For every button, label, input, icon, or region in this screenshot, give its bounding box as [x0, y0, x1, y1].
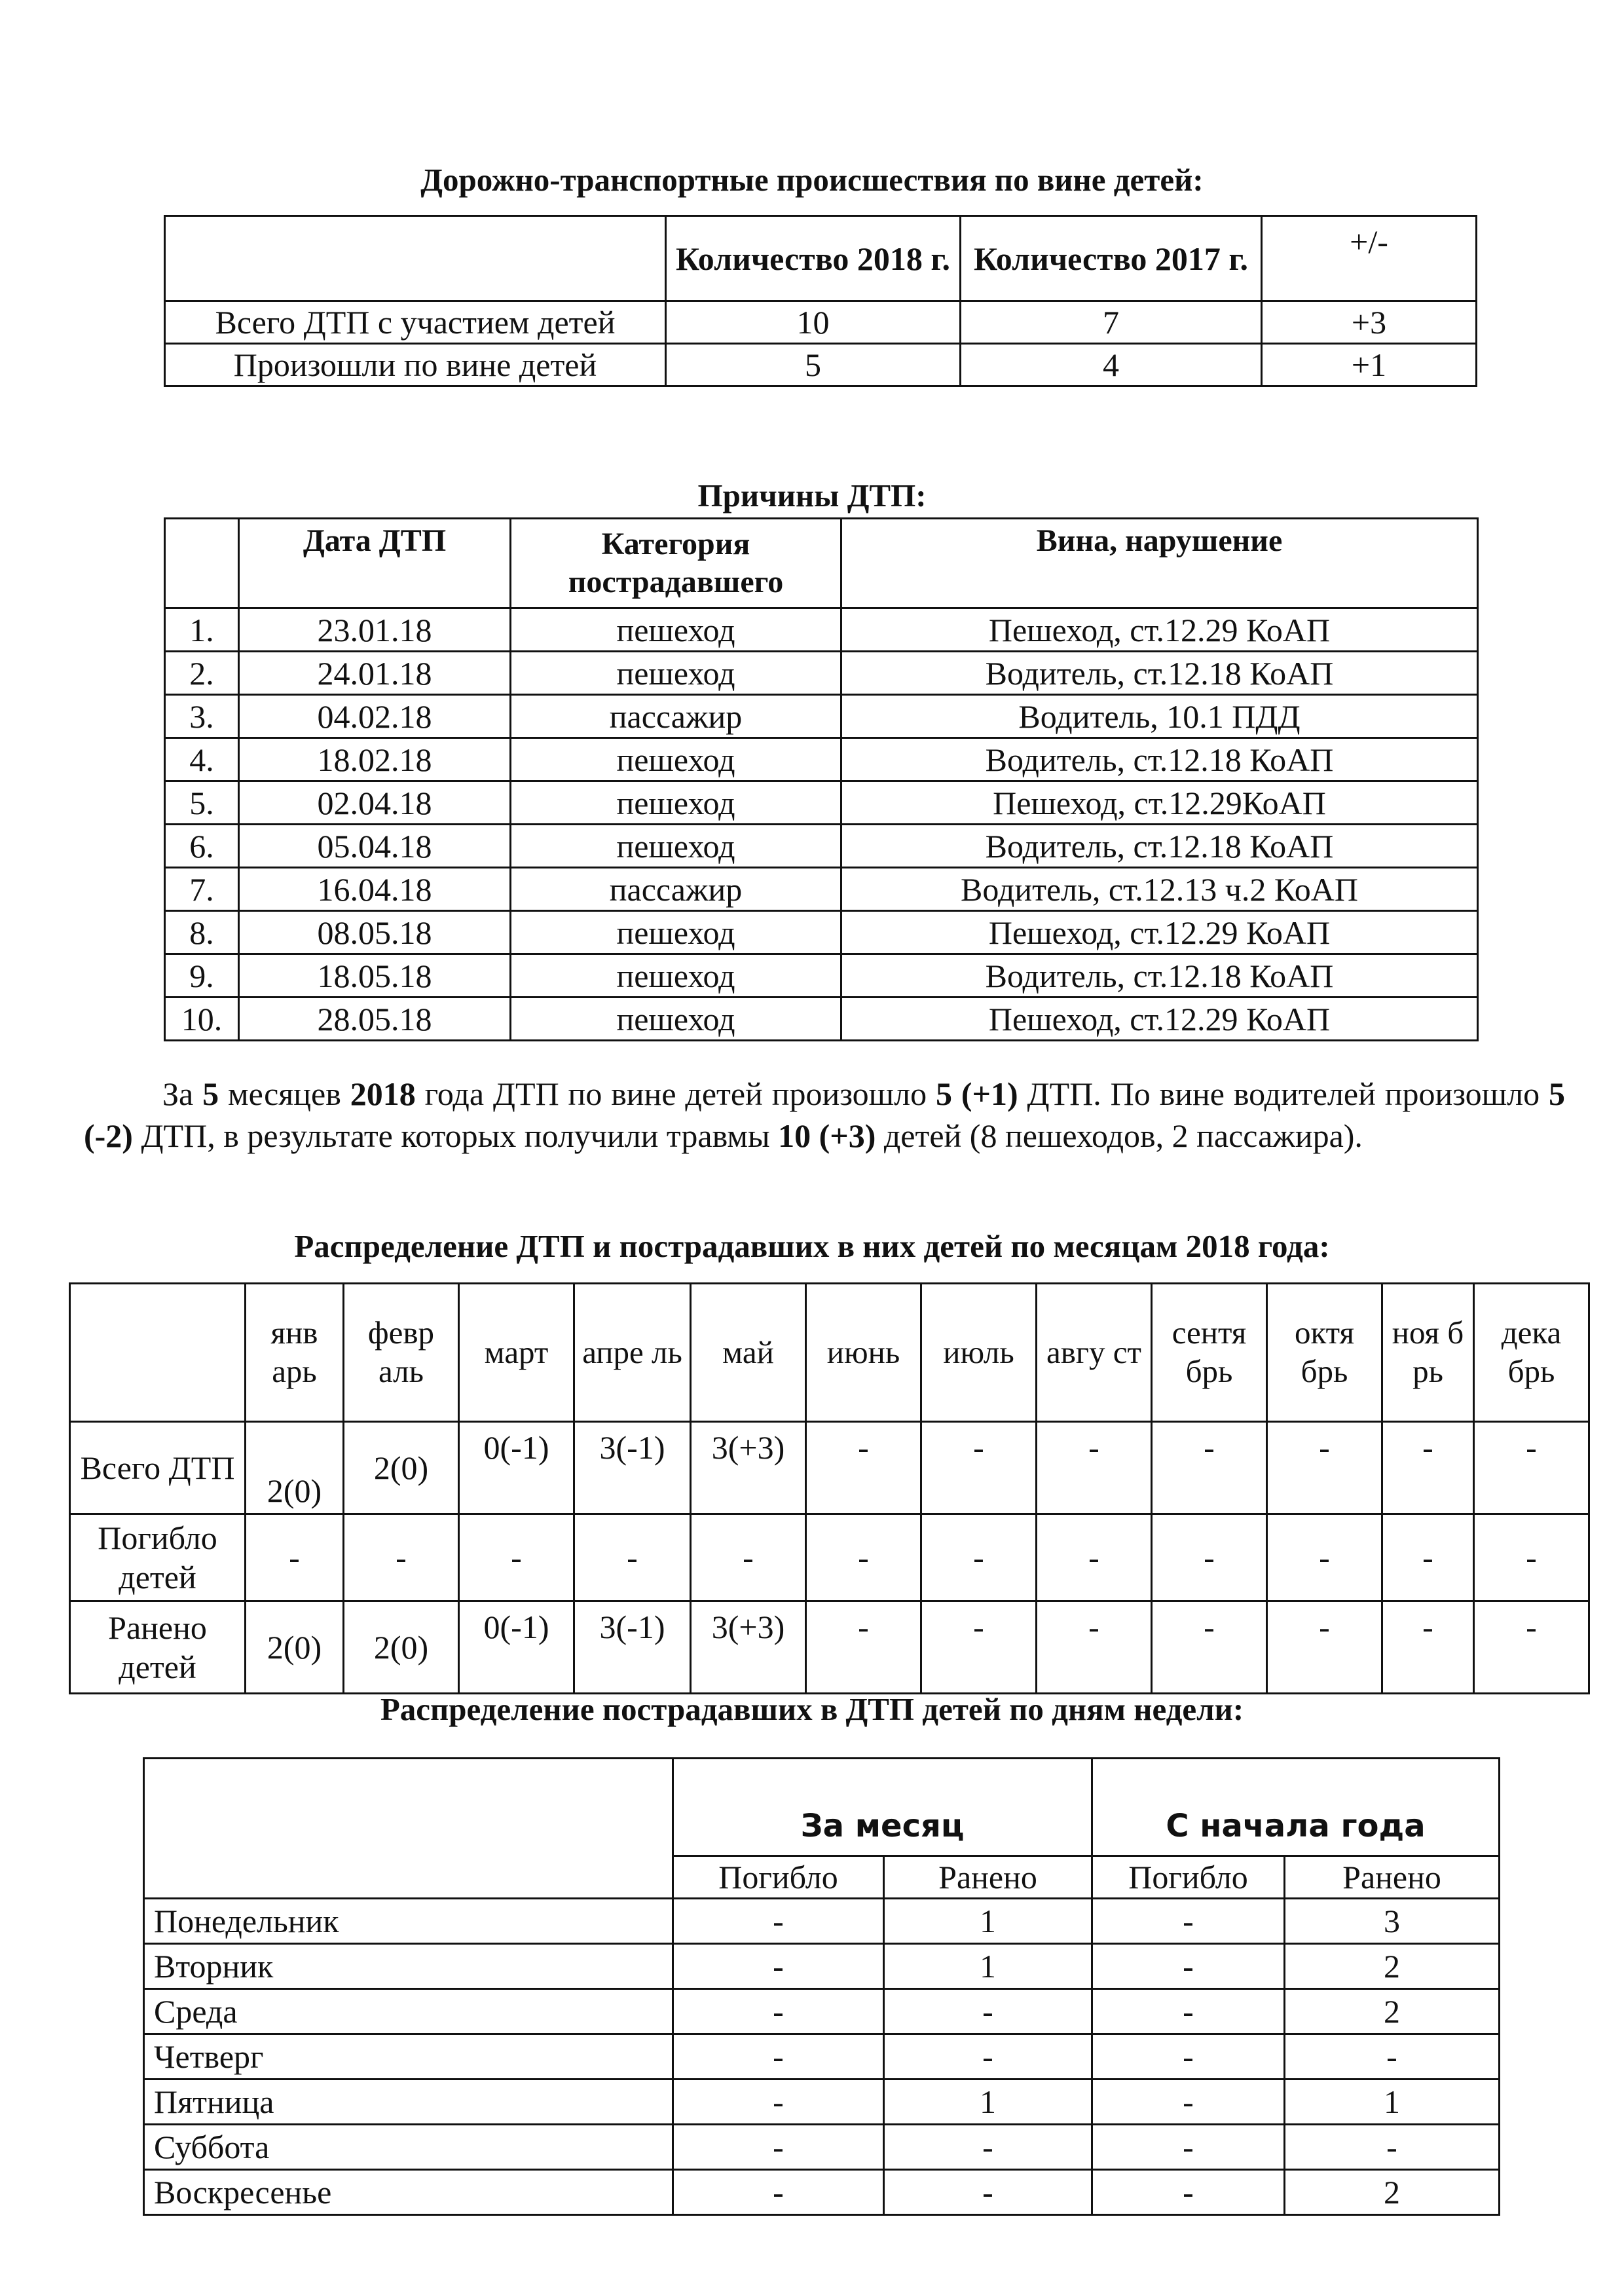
month-value: 3(+3)	[691, 1422, 806, 1514]
header-count-2017: Количество 2017 г.	[961, 216, 1262, 301]
month-value: 2(0)	[246, 1422, 344, 1514]
row-category: пешеход	[511, 781, 841, 825]
row-violation: Пешеход, ст.12.29 КоАП	[841, 608, 1478, 652]
header-date: Дата ДТП	[239, 519, 511, 608]
month-value: -	[1267, 1422, 1382, 1514]
month-value: -	[1382, 1514, 1474, 1601]
table-row	[144, 2034, 1500, 2080]
month-value: 2(0)	[344, 1601, 459, 1694]
bold-run: 5 (+1)	[936, 1075, 1018, 1112]
month-header: дека брь	[1474, 1284, 1589, 1422]
month-header: сентя брь	[1152, 1284, 1267, 1422]
row-date: 23.01.18	[239, 608, 511, 652]
section4-title: Распределение пострадавших в ДТП детей по дням недели:	[380, 1691, 1244, 1727]
row-number: 4.	[165, 738, 239, 781]
table-row	[165, 998, 1478, 1041]
cell-value: -	[673, 2034, 884, 2080]
cell-2018: 10	[666, 301, 961, 344]
row-label: Всего ДТП с участием детей	[165, 301, 666, 344]
bold-run: 10 (+3)	[778, 1117, 876, 1154]
cell-value: -	[1092, 2034, 1285, 2080]
row-date: 05.04.18	[239, 825, 511, 868]
row-number: 9.	[165, 954, 239, 998]
month-value: -	[1474, 1514, 1589, 1601]
month-header: авгу ст	[1037, 1284, 1152, 1422]
month-value: -	[1037, 1514, 1152, 1601]
cell-value: -	[673, 2080, 884, 2125]
table-row	[165, 301, 1477, 344]
table-header-row	[70, 1284, 1589, 1422]
subheader-killed: Погибло	[1092, 1856, 1285, 1899]
row-category: пешеход	[511, 998, 841, 1041]
month-value: -	[1382, 1601, 1474, 1694]
row-category: пешеход	[511, 954, 841, 998]
table-row	[165, 344, 1477, 386]
row-label: Ранено детей	[70, 1601, 246, 1694]
cell-value: -	[673, 2170, 884, 2215]
row-number: 5.	[165, 781, 239, 825]
month-header: март	[459, 1284, 574, 1422]
table-row	[144, 1944, 1500, 1989]
month-value: -	[1267, 1514, 1382, 1601]
children-fault-table	[164, 215, 1477, 387]
table-row	[165, 954, 1478, 998]
cell-value: 1	[1285, 2080, 1500, 2125]
day-label: Пятница	[144, 2080, 673, 2125]
text-run: ДТП. По вине водителей произошло	[1018, 1075, 1549, 1112]
row-category: пешеход	[511, 608, 841, 652]
monthly-distribution-table	[69, 1282, 1590, 1694]
table-row	[165, 738, 1478, 781]
cell-value: -	[673, 2125, 884, 2170]
table-row	[70, 1422, 1589, 1514]
table-row	[165, 695, 1478, 738]
row-violation: Водитель, ст.12.18 КоАП	[841, 738, 1478, 781]
month-header: апре ль	[574, 1284, 691, 1422]
cell-value: -	[673, 1989, 884, 2034]
month-value: -	[1037, 1601, 1152, 1694]
day-label: Вторник	[144, 1944, 673, 1989]
text-run: детей (8 пешеходов, 2 пассажира).	[876, 1117, 1363, 1154]
cell-value: 2	[1285, 1944, 1500, 1989]
row-label: Погибло детей	[70, 1514, 246, 1601]
row-violation: Пешеход, ст.12.29КоАП	[841, 781, 1478, 825]
header-category: Категория пострадавшего	[511, 519, 841, 608]
month-header: июнь	[806, 1284, 921, 1422]
table-row	[144, 2125, 1500, 2170]
day-label: Воскресенье	[144, 2170, 673, 2215]
text-run: ДТП, в результате которых получили травмы	[132, 1117, 779, 1154]
cell-value: -	[1092, 1989, 1285, 2034]
header-empty	[144, 1759, 673, 1899]
table-row	[144, 2080, 1500, 2125]
section3-title: Распределение ДТП и пострадавших в них детей по месяцам 2018 года:	[294, 1228, 1330, 1264]
month-value: -	[921, 1422, 1037, 1514]
table-header-row	[144, 1759, 1500, 1856]
cell-value: -	[884, 2170, 1092, 2215]
row-date: 28.05.18	[239, 998, 511, 1041]
cell-value: 1	[884, 1899, 1092, 1944]
row-category: пассажир	[511, 695, 841, 738]
row-category: пассажир	[511, 868, 841, 911]
row-date: 04.02.18	[239, 695, 511, 738]
month-value: 2(0)	[246, 1601, 344, 1694]
month-value: -	[691, 1514, 806, 1601]
cell-value: 1	[884, 2080, 1092, 2125]
month-value: 3(-1)	[574, 1422, 691, 1514]
row-date: 08.05.18	[239, 911, 511, 954]
month-header: ноя б рь	[1382, 1284, 1474, 1422]
month-value: -	[1152, 1514, 1267, 1601]
row-category: пешеход	[511, 911, 841, 954]
text-run: За	[162, 1075, 203, 1112]
row-violation: Водитель, ст.12.18 КоАП	[841, 652, 1478, 695]
row-number: 7.	[165, 868, 239, 911]
table-row	[165, 781, 1478, 825]
table-row	[165, 608, 1478, 652]
row-date: 24.01.18	[239, 652, 511, 695]
month-header: янв арь	[246, 1284, 344, 1422]
row-number: 2.	[165, 652, 239, 695]
header-diff: +/-	[1262, 216, 1477, 301]
cell-value: -	[1285, 2125, 1500, 2170]
cell-value: 1	[884, 1944, 1092, 1989]
cell-value: -	[1092, 1944, 1285, 1989]
day-label: Четверг	[144, 2034, 673, 2080]
row-violation: Водитель, 10.1 ПДД	[841, 695, 1478, 738]
cell-value: -	[884, 2125, 1092, 2170]
row-category: пешеход	[511, 738, 841, 781]
day-label: Суббота	[144, 2125, 673, 2170]
row-number: 6.	[165, 825, 239, 868]
cell-value: 2	[1285, 1989, 1500, 2034]
row-label: Произошли по вине детей	[165, 344, 666, 386]
month-value: -	[459, 1514, 574, 1601]
month-value: -	[806, 1422, 921, 1514]
cell-value: -	[1092, 1899, 1285, 1944]
table-header-row	[165, 519, 1478, 608]
row-label: Всего ДТП	[70, 1422, 246, 1514]
text-run: года ДТП по вине детей произошло	[415, 1075, 936, 1112]
cell-value: -	[673, 1899, 884, 1944]
row-violation: Пешеход, ст.12.29 КоАП	[841, 998, 1478, 1041]
cell-value: -	[673, 1944, 884, 1989]
month-value: -	[1267, 1601, 1382, 1694]
row-date: 02.04.18	[239, 781, 511, 825]
table-row	[165, 652, 1478, 695]
month-value: -	[1152, 1601, 1267, 1694]
month-value: 2(0)	[344, 1422, 459, 1514]
header-year: С начала года	[1092, 1759, 1500, 1856]
table-header-row	[165, 216, 1477, 301]
subheader-killed: Погибло	[673, 1856, 884, 1899]
bold-run: 5 (-2)	[84, 1075, 1566, 1154]
day-label: Среда	[144, 1989, 673, 2034]
bold-run: 5	[202, 1075, 219, 1112]
subheader-injured: Ранено	[884, 1856, 1092, 1899]
row-number: 8.	[165, 911, 239, 954]
table-row	[70, 1514, 1589, 1601]
bold-run: 2018	[350, 1075, 416, 1112]
table-row	[144, 1989, 1500, 2034]
cell-value: 2	[1285, 2170, 1500, 2215]
row-violation: Водитель, ст.12.18 КоАП	[841, 825, 1478, 868]
header-empty	[70, 1284, 246, 1422]
cell-value: -	[884, 2034, 1092, 2080]
subheader-injured: Ранено	[1285, 1856, 1500, 1899]
header-number	[165, 519, 239, 608]
header-violation: Вина, нарушение	[841, 519, 1478, 608]
month-header: февр аль	[344, 1284, 459, 1422]
month-header: май	[691, 1284, 806, 1422]
month-value: -	[1037, 1422, 1152, 1514]
cell-value: 3	[1285, 1899, 1500, 1944]
cell-value: -	[1092, 2125, 1285, 2170]
header-month: За месяц	[673, 1759, 1092, 1856]
row-violation: Водитель, ст.12.18 КоАП	[841, 954, 1478, 998]
table-row	[165, 825, 1478, 868]
section2-title: Причины ДТП:	[697, 477, 927, 513]
cell-diff: +1	[1262, 344, 1477, 386]
row-number: 1.	[165, 608, 239, 652]
cell-2017: 7	[961, 301, 1262, 344]
causes-table	[164, 517, 1479, 1041]
summary-paragraph	[84, 1073, 1565, 1157]
cell-value: -	[884, 1989, 1092, 2034]
row-violation: Пешеход, ст.12.29 КоАП	[841, 911, 1478, 954]
month-value: -	[806, 1601, 921, 1694]
month-value: 3(-1)	[574, 1601, 691, 1694]
cell-diff: +3	[1262, 301, 1477, 344]
row-category: пешеход	[511, 825, 841, 868]
table-row	[165, 911, 1478, 954]
header-empty	[165, 216, 666, 301]
cell-value: -	[1285, 2034, 1500, 2080]
cell-value: -	[1092, 2170, 1285, 2215]
month-value: -	[921, 1601, 1037, 1694]
month-value: -	[1474, 1422, 1589, 1514]
row-number: 3.	[165, 695, 239, 738]
month-value: -	[574, 1514, 691, 1601]
row-category: пешеход	[511, 652, 841, 695]
month-header: октя брь	[1267, 1284, 1382, 1422]
month-value: 0(-1)	[459, 1601, 574, 1694]
cell-value: -	[1092, 2080, 1285, 2125]
table-row	[144, 2170, 1500, 2215]
row-date: 18.05.18	[239, 954, 511, 998]
day-label: Понедельник	[144, 1899, 673, 1944]
month-value: -	[1382, 1422, 1474, 1514]
table-row	[165, 868, 1478, 911]
cell-2017: 4	[961, 344, 1262, 386]
month-value: 3(+3)	[691, 1601, 806, 1694]
row-date: 18.02.18	[239, 738, 511, 781]
row-number: 10.	[165, 998, 239, 1041]
header-count-2018: Количество 2018 г.	[666, 216, 961, 301]
row-date: 16.04.18	[239, 868, 511, 911]
month-value: 0(-1)	[459, 1422, 574, 1514]
cell-2018: 5	[666, 344, 961, 386]
month-value: -	[921, 1514, 1037, 1601]
row-violation: Водитель, ст.12.13 ч.2 КоАП	[841, 868, 1478, 911]
table-row	[144, 1899, 1500, 1944]
text-run: месяцев	[219, 1075, 350, 1112]
month-value: -	[1152, 1422, 1267, 1514]
table-row	[70, 1601, 1589, 1694]
month-value: -	[344, 1514, 459, 1601]
month-value: -	[246, 1514, 344, 1601]
month-value: -	[806, 1514, 921, 1601]
section1-title: Дорожно-транспортные происшествия по вине детей:	[420, 162, 1204, 198]
month-value: -	[1474, 1601, 1589, 1694]
month-header: июль	[921, 1284, 1037, 1422]
weekday-distribution-table	[143, 1757, 1500, 2216]
